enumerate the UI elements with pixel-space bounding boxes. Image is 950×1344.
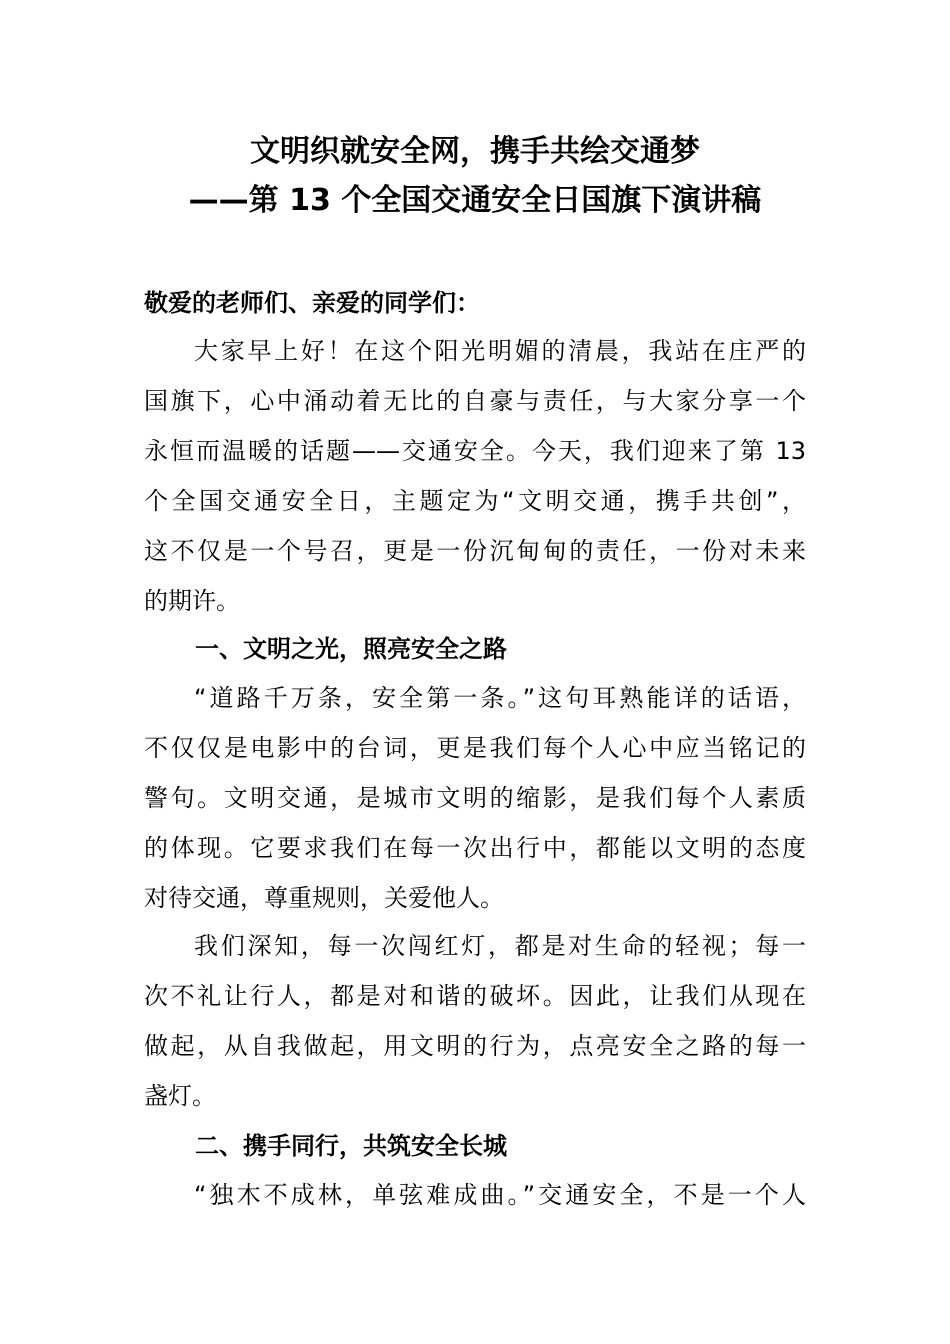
- paragraph-line: 个全国交通安全日，主题定为“文明交通，携手共创”，: [144, 487, 806, 515]
- paragraph-line: 盏灯。: [144, 1082, 216, 1110]
- paragraph-line: “道路千万条，安全第一条。”这句耳熟能详的话语，: [194, 684, 806, 712]
- paragraph-line: 的体现。它要求我们在每一次出行中，都能以文明的态度: [144, 834, 806, 862]
- paragraph-line: 警句。文明交通，是城市文明的缩影，是我们每个人素质: [144, 784, 806, 812]
- paragraph-line: 次不礼让行人，都是对和谐的破坏。因此，让我们从现在: [144, 982, 806, 1010]
- paragraph-line: 大家早上好！在这个阳光明媚的清晨，我站在庄严的: [194, 337, 806, 365]
- paragraph-line: 不仅仅是电影中的台词，更是我们每个人心中应当铭记的: [144, 734, 806, 762]
- paragraph-line: 的期许。: [144, 587, 240, 615]
- paragraph-line: 永恒而温暖的话题——交通安全。今天，我们迎来了第 13: [144, 437, 806, 465]
- paragraph-section1-b: [144, 921, 806, 1121]
- paragraph-line: “独木不成林，单弦难成曲。”交通安全，不是一个人: [194, 1181, 806, 1209]
- paragraph-line: 做起，从自我做起，用文明的行为，点亮安全之路的每一: [144, 1032, 806, 1060]
- document-title: 文明织就安全网，携手共绘交通梦: [250, 134, 700, 169]
- paragraph-section1-a: [144, 673, 806, 923]
- document-subtitle: ——第 13 个全国交通安全日国旗下演讲稿: [188, 183, 762, 218]
- paragraph-greeting: [144, 326, 806, 626]
- paragraph-line: 这不仅是一个号召，更是一份沉甸甸的责任，一份对未来: [144, 537, 806, 565]
- paragraph-line: 国旗下，心中涌动着无比的自豪与责任，与大家分享一个: [144, 387, 806, 415]
- paragraph-line: 我们深知，每一次闯红灯，都是对生命的轻视；每一: [194, 932, 806, 960]
- salutation: 敬爱的老师们、亲爱的同学们：: [144, 289, 480, 317]
- paragraph-line: 对待交通，尊重规则，关爱他人。: [144, 884, 504, 912]
- section-heading-2: 二、携手同行，共筑安全长城: [195, 1132, 507, 1160]
- section-heading-1: 一、文明之光，照亮安全之路: [195, 635, 507, 663]
- paragraph-section2-a: [144, 1170, 806, 1220]
